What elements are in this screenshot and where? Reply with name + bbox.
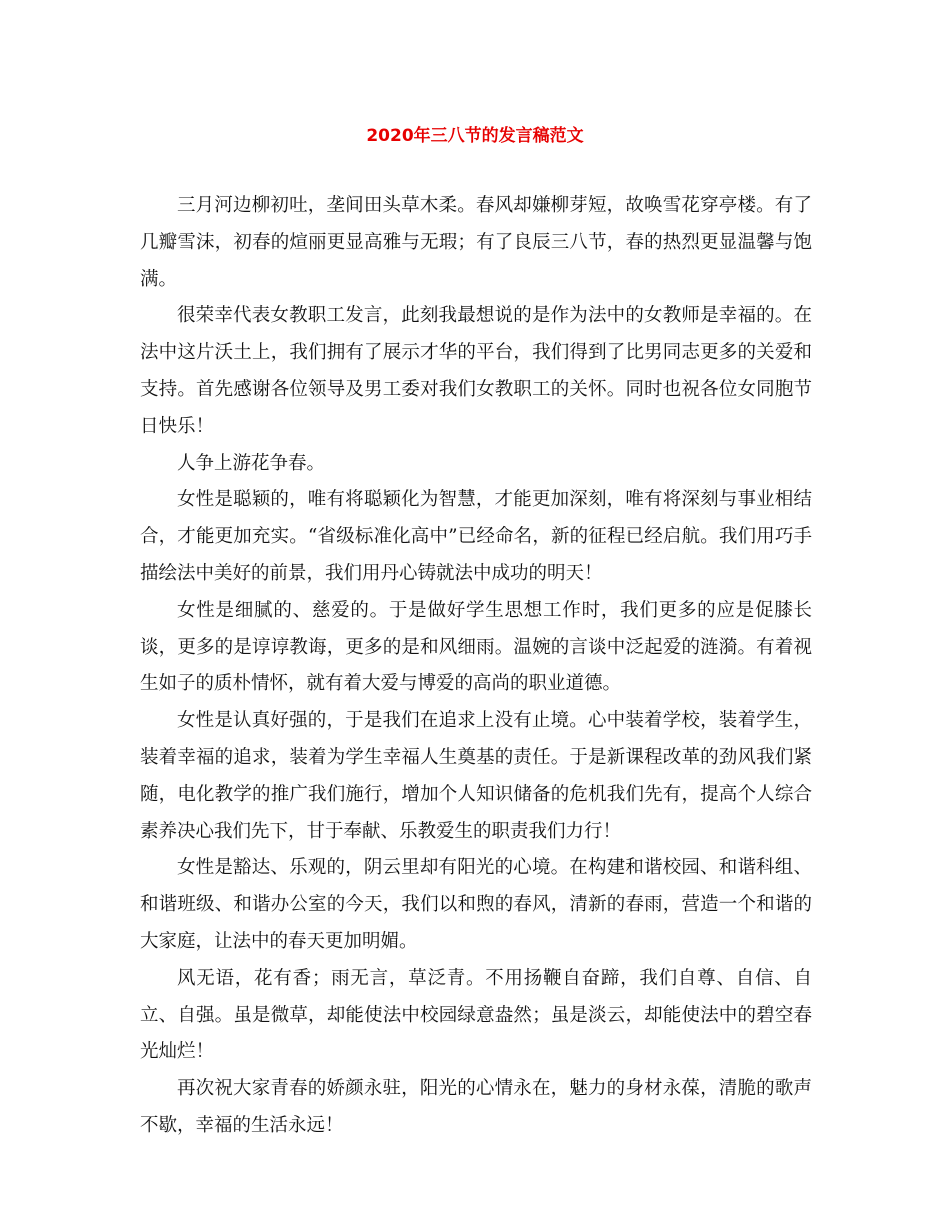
document-title: 2020年三八节的发言稿范文 [366,126,584,146]
paragraph: 三月河边柳初吐，垄间田头草木柔。春风却嫌柳芽短，故唤雪花穿亭楼。有了几瓣雪沫，初春的煊丽更显高雅与无瑕；有了良辰三八节，春的热烈更显温馨与饱满。 [140,195,812,290]
paragraph: 女性是认真好强的，于是我们在追求上没有止境。心中装着学校，装着学生，装着幸福的追求，装着为学生幸福人生奠基的责任。于是新课程改革的劲风我们紧随，电化教学的推广我们施行，增加个人知识储备的危机我们先有，提高个人综合素养决心我们先下，甘于奉献、乐教爱生的职责我们力行！ [140,710,812,842]
paragraph: 风无语，花有香；雨无言，草泛青。不用扬鞭自奋蹄，我们自尊、自信、自立、自强。虽是微草，却能使法中校园绿意盎然；虽是淡云，却能使法中的碧空春光灿烂！ [140,967,812,1063]
paragraph: 很荣幸代表女教职工发言，此刻我最想说的是作为法中的女教师是幸福的。在法中这片沃土上，我们拥有了展示才华的平台，我们得到了比男同志更多的关爱和支持。首先感谢各位领导及男工委对我们女教职工的关怀。同时也祝各位女同胞节日快乐！ [140,305,812,437]
paragraph: 人争上游花争春。 [177,452,326,474]
paragraph: 再次祝大家青春的娇颜永驻，阳光的心情永在，魅力的身材永葆，清脆的歌声不歇，幸福的生活永远！ [140,1078,812,1136]
paragraph: 女性是细腻的、慈爱的。于是做好学生思想工作时，我们更多的应是促膝长谈，更多的是谆谆教诲，更多的是和风细雨。温婉的言谈中泛起爱的涟漪。有着视生如子的质朴情怀，就有着大爱与博爱的高尚的职业道德。 [140,599,812,695]
paragraph: 女性是豁达、乐观的，阴云里却有阳光的心境。在构建和谐校园、和谐科组、和谐班级、和谐办公室的今天，我们以和煦的春风，清新的春雨，营造一个和谐的大家庭，让法中的春天更加明媚。 [140,857,812,952]
document-body [140,188,812,1145]
paragraph: 女性是聪颖的，唯有将聪颖化为智慧，才能更加深刻，唯有将深刻与事业相结合，才能更加充实。“省级标准化高中”已经命名，新的征程已经启航。我们用巧手描绘法中美好的前景，我们用丹心铸就法中成功的明天！ [140,489,812,584]
